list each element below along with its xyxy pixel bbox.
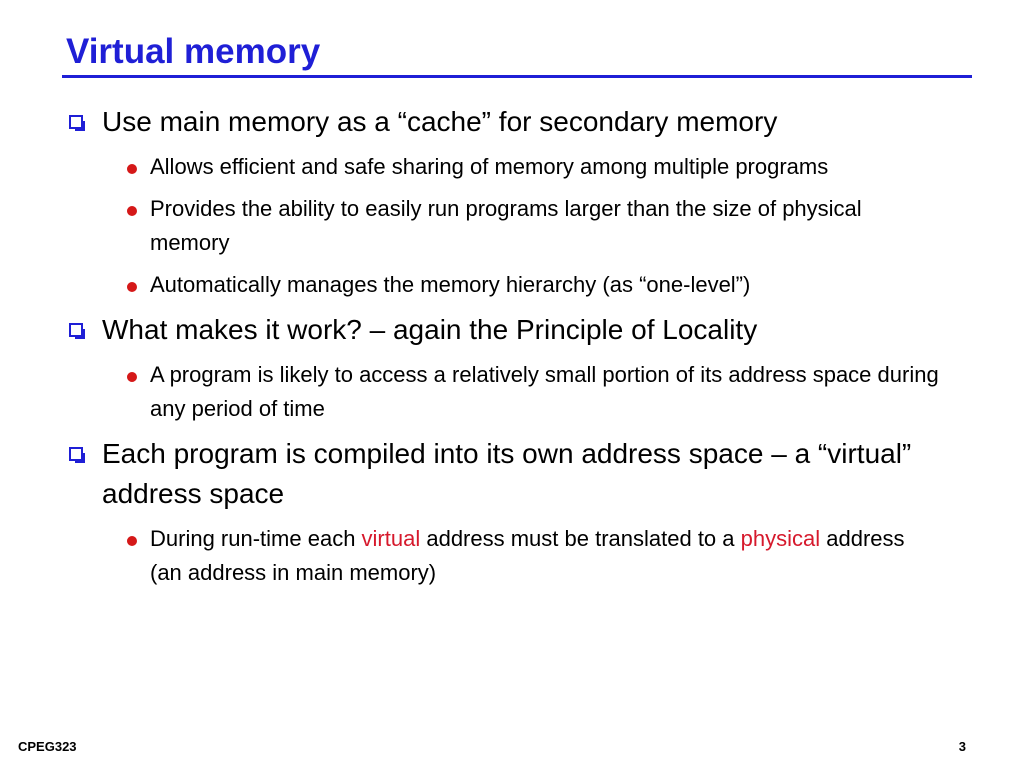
dot-bullet-icon (127, 372, 137, 382)
square-bullet-icon (69, 323, 83, 337)
sub-bullet-1-2-text: Provides the ability to easily run programs larger than the size of physical memory (150, 196, 862, 255)
bullet-2-text: What makes it work? – again the Principle of Locality (102, 314, 758, 345)
dot-bullet-icon (127, 164, 137, 174)
sub-bullet-1-1 (150, 150, 980, 184)
bullet-1 (60, 102, 980, 142)
bullet-2 (60, 310, 980, 350)
bullet-3-text: Each program is compiled into its own address space – a “virtual” address space (102, 438, 912, 509)
sub-bullet-1-2 (150, 192, 980, 260)
sub-bullet-1-1-text: Allows efficient and safe sharing of memory among multiple programs (150, 154, 829, 179)
slide-title: Virtual memory (66, 32, 321, 71)
dot-bullet-icon (127, 536, 137, 546)
sub-bullet-1-3-text: Automatically manages the memory hierarchy (as “one-level”) (150, 272, 751, 297)
sub-bullet-3-1-text-part-3: address (an address in main memory) (150, 526, 905, 585)
sub-bullet-3-1-text-part-1: During run-time each (150, 526, 362, 551)
footer-page-number: 3 (958, 739, 966, 754)
sub-bullet-3-1-text-part-2: address must be translated to a (420, 526, 741, 551)
sub-bullet-3-1 (150, 522, 980, 590)
bullet-1-text: Use main memory as a “cache” for secondary memory (102, 106, 778, 137)
bullet-3 (60, 434, 980, 514)
footer-course: CPEG323 (18, 739, 77, 754)
sub-bullet-2-1-text: A program is likely to access a relatively small portion of its address space during any period of time (150, 362, 939, 421)
highlight-physical: physical (740, 526, 821, 551)
sub-bullet-2-1 (150, 358, 980, 426)
title-underline (62, 75, 972, 78)
dot-bullet-icon (127, 206, 137, 216)
sub-bullet-1-3 (150, 268, 980, 302)
slide-content (60, 100, 980, 598)
highlight-virtual: virtual (361, 526, 421, 551)
square-bullet-icon (69, 115, 83, 129)
dot-bullet-icon (127, 282, 137, 292)
title-area (62, 26, 972, 82)
square-bullet-icon (69, 447, 83, 461)
